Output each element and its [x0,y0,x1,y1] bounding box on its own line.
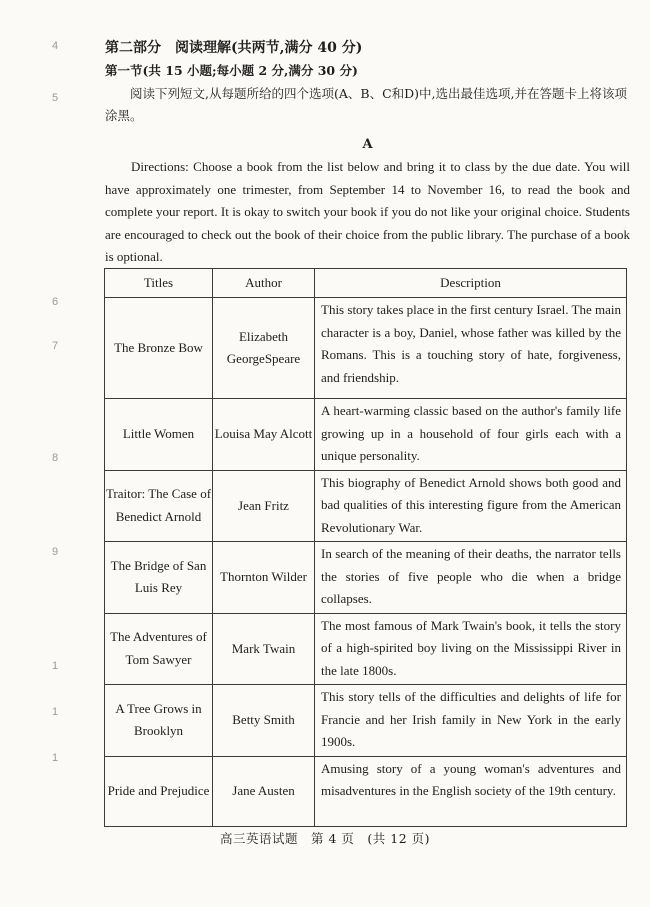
header-author: Author [213,269,315,298]
table-row [105,298,627,399]
book-description: Amusing story of a young woman's adventures and misadventures in the English society of the 19th century. [315,756,627,826]
book-description: This story takes place in the first century Israel. The main character is a boy, Daniel, whose father was killed by the Romans. This is a touching story of hate, forgiveness, and friendship. [315,298,627,399]
table-row [105,613,627,685]
book-description: This story tells of the difficulties and delights of life for Francie and her Irish family in New York in the early 1900s. [315,685,627,757]
book-author: Thornton Wilder [213,542,315,614]
margin-mark: 1 [52,706,59,718]
section-title: 第一节(共 15 小题;每小题 2 分,满分 30 分) [105,63,358,78]
margin-mark: 4 [52,40,59,52]
margin-mark: 8 [52,452,59,464]
margin-mark: 7 [52,340,59,352]
book-title: The Bridge of San Luis Rey [105,542,213,614]
book-title: The Adventures of Tom Sawyer [105,613,213,685]
header-description: Description [315,269,627,298]
book-author: Jane Austen [213,756,315,826]
book-description: A heart-warming classic based on the author's family life growing up in a household of four girls each with a unique personality. [315,399,627,471]
book-title: Traitor: The Case of Benedict Arnold [105,470,213,542]
instruction-text: 阅读下列短文,从每题所给的四个选项(A、B、C和D)中,选出最佳选项,并在答题卡上将该项涂黑。 [105,86,627,123]
margin-mark: 1 [52,752,59,764]
margin-mark: 5 [52,92,59,104]
table-row [105,399,627,471]
directions-paragraph: Directions: Choose a book from the list below and bring it to class by the due date. You will have approximately one trimester, from September 14 to November 16, to read the book and complete your report. It is okay to switch your book if you do not like your original choice. Students are encouraged to check out the book of their choice from the public library. The purchase of a book is optional. [105,159,630,265]
book-author: Betty Smith [213,685,315,757]
book-author: Mark Twain [213,613,315,685]
header-titles: Titles [105,269,213,298]
book-author: Louisa May Alcott [213,399,315,471]
book-title: Pride and Prejudice [105,756,213,826]
margin-mark: 6 [52,296,59,308]
table-row [105,685,627,757]
part-title: 第二部分 阅读理解(共两节,满分 40 分) [105,40,363,56]
page-footer: 高三英语试题 第 4 页 (共 12 页) [219,831,430,846]
table-row [105,542,627,614]
book-title: A Tree Grows in Brooklyn [105,685,213,757]
book-list-table [104,268,627,827]
table-row [105,756,627,826]
book-description: This biography of Benedict Arnold shows both good and bad qualities of this interesting figure from the American Revolutionary War. [315,470,627,542]
margin-mark: 9 [52,546,59,558]
table-header-row [105,269,627,298]
book-description: In search of the meaning of their deaths, the narrator tells the stories of five people who die when a bridge collapses. [315,542,627,614]
passage-label: A [362,137,373,152]
table-row [105,470,627,542]
margin-mark: 1 [52,660,59,672]
book-author: Elizabeth GeorgeSpeare [213,298,315,399]
book-author: Jean Fritz [213,470,315,542]
book-description: The most famous of Mark Twain's book, it tells the story of a high-spirited boy living on the Mississippi River in the late 1800s. [315,613,627,685]
page-header-content [105,38,630,269]
book-title: The Bronze Bow [105,298,213,399]
book-title: Little Women [105,399,213,471]
